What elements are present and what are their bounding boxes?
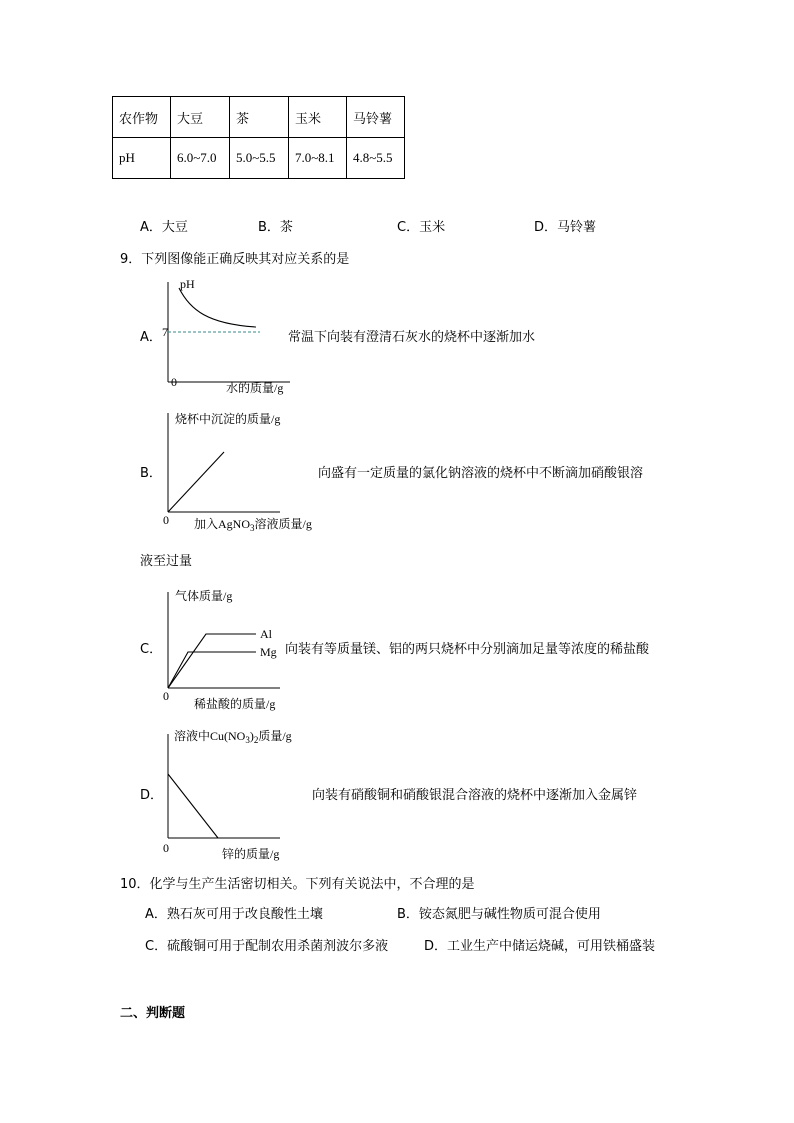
q9-graph-b xyxy=(160,408,335,536)
table-cell: pH xyxy=(113,138,171,179)
q10-option-c[interactable]: C．硫酸铜可用于配制农用杀菌剂波尔多液 xyxy=(145,939,389,954)
q10-option-a[interactable]: A．熟石灰可用于改良酸性土壤 xyxy=(145,907,323,922)
origin-label: 0 xyxy=(163,689,169,703)
table-cell: 马铃薯 xyxy=(347,97,405,138)
table-cell: 大豆 xyxy=(171,97,230,138)
q10-stem: 10．化学与生产生活密切相关。下列有关说法中，不合理的是 xyxy=(120,877,475,892)
q9-option-d-label[interactable]: D． xyxy=(140,788,164,803)
q9-d-description: 向装有硝酸铜和硝酸银混合溶液的烧杯中逐渐加入金属锌 xyxy=(312,788,638,803)
origin-label: 0 xyxy=(163,513,169,527)
table-cell: 5.0~5.5 xyxy=(230,138,289,179)
table-cell: 4.8~5.5 xyxy=(347,138,405,179)
y-axis-label: 气体质量/g xyxy=(175,589,233,603)
series-label-al: Al xyxy=(260,627,272,641)
q9-graph-c xyxy=(160,582,300,714)
table-cell: 农作物 xyxy=(113,97,171,138)
table-header-row xyxy=(113,97,405,138)
al-series-line xyxy=(168,634,256,688)
q9-b-description-cont: 液至过量 xyxy=(140,554,193,569)
q8-option-a[interactable]: A．大豆 xyxy=(140,220,188,235)
y-axis-label: pH xyxy=(180,277,195,291)
x-axis-label: 水的质量/g xyxy=(226,381,284,395)
ph-curve xyxy=(179,288,256,327)
q10-option-d[interactable]: D．工业生产中储运烧碱，可用铁桶盛装 xyxy=(424,939,656,954)
q9-graph-a xyxy=(160,278,300,396)
series-label-mg: Mg xyxy=(260,645,277,659)
q9-graph-d xyxy=(160,724,335,864)
table-cell: 茶 xyxy=(230,97,289,138)
table-cell: 7.0~8.1 xyxy=(289,138,347,179)
q10-option-b[interactable]: B．铵态氮肥与碱性物质可混合使用 xyxy=(397,907,601,922)
y-axis-label: 烧杯中沉淀的质量/g xyxy=(175,412,281,426)
table-cell: 玉米 xyxy=(289,97,347,138)
cu-nitrate-line xyxy=(168,774,218,838)
q9-stem: 9．下列图像能正确反映其对应关系的是 xyxy=(120,252,350,267)
y-axis-label: 溶液中$Cu(NO_3)_2$质量/g xyxy=(174,729,292,745)
q9-a-description: 常温下向装有澄清石灰水的烧杯中逐渐加水 xyxy=(288,330,536,345)
origin-label: 0 xyxy=(163,841,169,855)
q9-option-b-label[interactable]: B． xyxy=(140,466,162,481)
crop-ph-table xyxy=(112,96,405,179)
q8-option-d[interactable]: D．马铃薯 xyxy=(534,220,597,235)
section-heading-judgment: 二、判断题 xyxy=(120,1006,186,1021)
q9-option-c-label[interactable]: C． xyxy=(140,642,163,657)
q8-option-c[interactable]: C．玉米 xyxy=(397,220,446,235)
x-axis-label: 加入AgNO$_3$溶液质量/g xyxy=(194,517,312,533)
q9-b-description: 向盛有一定质量的氯化钠溶液的烧杯中不断滴加硝酸银溶 xyxy=(318,466,644,481)
q9-c-description: 向装有等质量镁、铝的两只烧杯中分别滴加足量等浓度的稀盐酸 xyxy=(285,642,650,657)
origin-label: 0 xyxy=(171,375,177,389)
x-axis-label: 稀盐酸的质量/g xyxy=(194,697,276,711)
x-axis-label: 锌的质量/g xyxy=(222,847,280,861)
precipitate-line xyxy=(168,452,224,512)
y-tick-7: 7 xyxy=(162,325,168,339)
q8-option-b[interactable]: B．茶 xyxy=(258,220,293,235)
q9-option-a-label[interactable]: A． xyxy=(140,330,162,345)
table-cell: 6.0~7.0 xyxy=(171,138,230,179)
table-row xyxy=(113,138,405,179)
